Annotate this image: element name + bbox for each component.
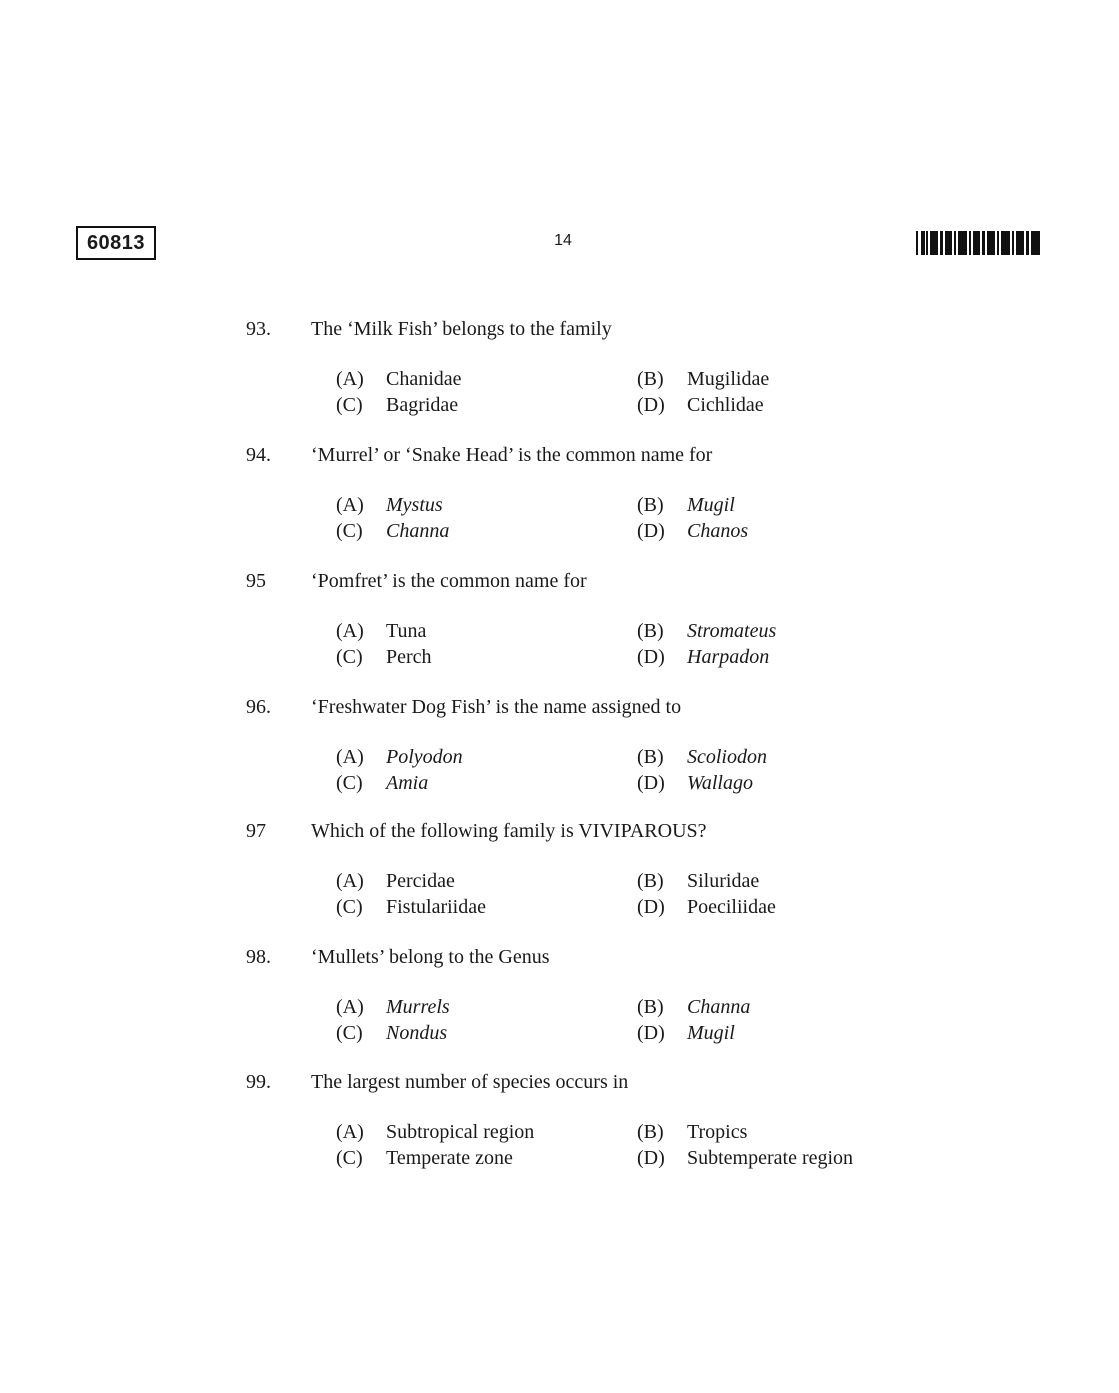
option-text: Mugilidae xyxy=(687,368,770,390)
option-text: Percidae xyxy=(386,870,455,892)
option-text: Wallago xyxy=(687,772,753,794)
barcode-icon xyxy=(916,231,1040,255)
option-b xyxy=(637,995,750,1019)
option-b xyxy=(637,745,767,769)
option-letter: (A) xyxy=(336,870,364,892)
option-c xyxy=(336,393,458,417)
option-text: Channa xyxy=(687,996,751,1018)
option-letter: (B) xyxy=(637,870,664,892)
option-text: Bagridae xyxy=(386,394,459,416)
question-text: ‘Murrel’ or ‘Snake Head’ is the common name for xyxy=(311,444,713,466)
option-c xyxy=(336,645,432,669)
option-a xyxy=(336,995,450,1019)
option-b xyxy=(637,869,759,893)
option-letter: (B) xyxy=(637,1121,664,1143)
question-number: 99. xyxy=(246,1071,271,1093)
option-a xyxy=(336,493,443,517)
option-text: Murrels xyxy=(386,996,450,1018)
question-number: 95 xyxy=(246,570,266,592)
option-text: Nondus xyxy=(386,1022,448,1044)
option-letter: (C) xyxy=(336,646,363,668)
question-paper-code: 60813 xyxy=(76,226,156,260)
option-letter: (B) xyxy=(637,996,664,1018)
option-a xyxy=(336,869,455,893)
option-d xyxy=(637,393,764,417)
question-text: The largest number of species occurs in xyxy=(311,1071,629,1093)
option-a xyxy=(336,745,463,769)
question-number: 98. xyxy=(246,946,271,968)
option-text: Tuna xyxy=(386,620,427,642)
option-letter: (D) xyxy=(637,394,665,416)
option-c xyxy=(336,895,486,919)
page-number: 14 xyxy=(554,232,572,249)
option-letter: (B) xyxy=(637,494,664,516)
option-letter: (A) xyxy=(336,494,364,516)
option-d xyxy=(637,771,753,795)
question-number: 96. xyxy=(246,696,271,718)
option-text: Cichlidae xyxy=(687,394,764,416)
question-number: 94. xyxy=(246,444,271,466)
option-c xyxy=(336,1146,513,1170)
option-b xyxy=(637,619,776,643)
option-text: Poeciliidae xyxy=(687,896,776,918)
option-d xyxy=(637,895,776,919)
option-letter: (C) xyxy=(336,896,363,918)
option-d xyxy=(637,1146,853,1170)
option-text: Chanos xyxy=(687,520,749,542)
option-letter: (B) xyxy=(637,746,664,768)
option-letter: (D) xyxy=(637,772,665,794)
option-letter: (C) xyxy=(336,520,363,542)
option-letter: (C) xyxy=(336,1147,363,1169)
question-number: 97 xyxy=(246,820,266,842)
option-letter: (C) xyxy=(336,772,363,794)
option-text: Perch xyxy=(386,646,432,668)
question-text: ‘Freshwater Dog Fish’ is the name assigned to xyxy=(311,696,682,718)
question-text: The ‘Milk Fish’ belongs to the family xyxy=(311,318,612,340)
option-text: Subtemperate region xyxy=(687,1147,854,1169)
option-letter: (D) xyxy=(637,1147,665,1169)
option-text: Tropics xyxy=(687,1121,748,1143)
option-a xyxy=(336,367,462,391)
option-letter: (A) xyxy=(336,746,364,768)
option-c xyxy=(336,519,449,543)
option-letter: (A) xyxy=(336,996,364,1018)
question-text: Which of the following family is VIVIPAROUS? xyxy=(311,820,707,842)
option-text: Mugil xyxy=(687,1022,735,1044)
option-text: Channa xyxy=(386,520,450,542)
option-letter: (D) xyxy=(637,646,665,668)
option-letter: (B) xyxy=(637,368,664,390)
option-letter: (D) xyxy=(637,1022,665,1044)
option-c xyxy=(336,1021,447,1045)
option-letter: (A) xyxy=(336,368,364,390)
option-letter: (D) xyxy=(637,896,665,918)
option-letter: (C) xyxy=(336,394,363,416)
option-letter: (D) xyxy=(637,520,665,542)
option-d xyxy=(637,1021,735,1045)
option-c xyxy=(336,771,428,795)
option-b xyxy=(637,493,735,517)
question-text: ‘Pomfret’ is the common name for xyxy=(311,570,587,592)
option-text: Stromateus xyxy=(687,620,777,642)
option-letter: (A) xyxy=(336,620,364,642)
option-text: Mugil xyxy=(687,494,735,516)
option-text: Scoliodon xyxy=(687,746,767,768)
option-d xyxy=(637,645,769,669)
option-text: Harpadon xyxy=(687,646,770,668)
option-b xyxy=(637,1120,747,1144)
option-text: Fistulariidae xyxy=(386,896,486,918)
question-number: 93. xyxy=(246,318,271,340)
question-text: ‘Mullets’ belong to the Genus xyxy=(311,946,550,968)
option-text: Amia xyxy=(386,772,429,794)
option-b xyxy=(637,367,769,391)
option-a xyxy=(336,619,426,643)
option-text: Subtropical region xyxy=(386,1121,535,1143)
option-d xyxy=(637,519,748,543)
option-a xyxy=(336,1120,534,1144)
option-text: Polyodon xyxy=(386,746,463,768)
option-text: Siluridae xyxy=(687,870,760,892)
option-text: Mystus xyxy=(386,494,443,516)
option-letter: (C) xyxy=(336,1022,363,1044)
option-text: Temperate zone xyxy=(386,1147,513,1169)
option-text: Chanidae xyxy=(386,368,462,390)
option-letter: (B) xyxy=(637,620,664,642)
option-letter: (A) xyxy=(336,1121,364,1143)
